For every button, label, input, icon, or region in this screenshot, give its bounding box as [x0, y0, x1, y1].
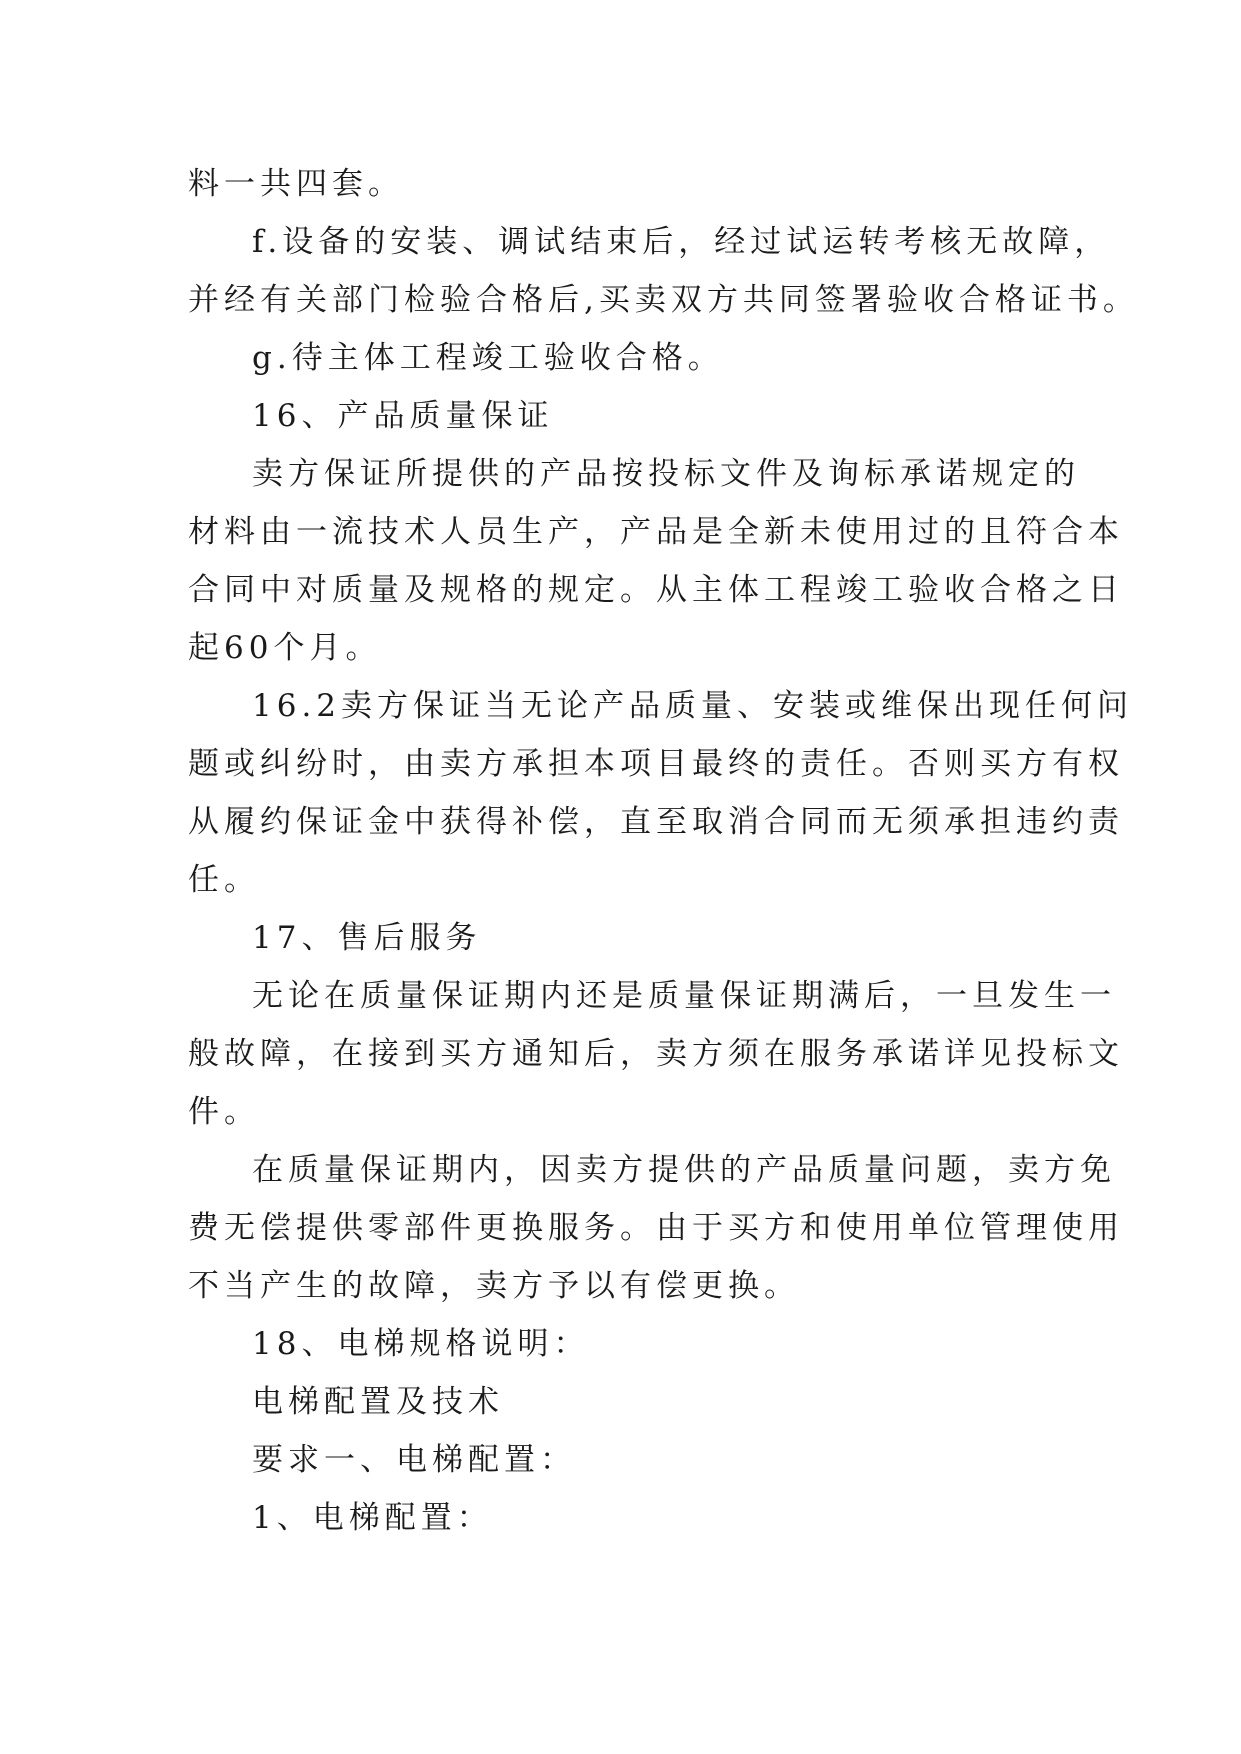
text-line: 在质量保证期内，因卖方提供的产品质量问题，卖方免: [252, 1152, 1116, 1188]
text-line: 任。: [188, 862, 260, 898]
text-line: 并经有关部门检验合格后,买卖双方共同签署验收合格证书。: [188, 282, 1139, 318]
text-line: g.待主体工程竣工验收合格。: [252, 340, 724, 376]
text-line: 卖方保证所提供的产品按投标文件及询标承诺规定的: [252, 456, 1080, 492]
text-line: 16.2卖方保证当无论产品质量、安装或维保出现任何问: [252, 688, 1134, 724]
text-line: 般故障，在接到买方通知后，卖方须在服务承诺详见投标文: [188, 1036, 1124, 1072]
text-line: 要求一、电梯配置：: [252, 1442, 576, 1478]
text-line: 无论在质量保证期内还是质量保证期满后，一旦发生一: [252, 978, 1116, 1014]
text-line: 费无偿提供零部件更换服务。由于买方和使用单位管理使用: [188, 1210, 1124, 1246]
text-line: 从履约保证金中获得补偿，直至取消合同而无须承担违约责: [188, 804, 1124, 840]
text-line: 材料由一流技术人员生产，产品是全新未使用过的且符合本: [188, 514, 1124, 550]
text-line: 合同中对质量及规格的规定。从主体工程竣工验收合格之日: [188, 572, 1124, 608]
text-line: 电梯配置及技术: [252, 1384, 504, 1420]
text-line: 料一共四套。: [188, 166, 404, 202]
text-line: f.设备的安装、调试结束后，经过试运转考核无故障，: [252, 224, 1111, 260]
section-heading: 17、售后服务: [252, 920, 482, 956]
section-heading: 18、电梯规格说明：: [252, 1326, 590, 1362]
text-line: 件。: [188, 1094, 260, 1130]
text-line: 1、电梯配置：: [252, 1500, 493, 1536]
text-line: 题或纠纷时，由卖方承担本项目最终的责任。否则买方有权: [188, 746, 1124, 782]
text-line: 不当产生的故障，卖方予以有偿更换。: [188, 1268, 800, 1304]
section-heading: 16、产品质量保证: [252, 398, 554, 434]
text-line: 起60个月。: [188, 630, 382, 666]
